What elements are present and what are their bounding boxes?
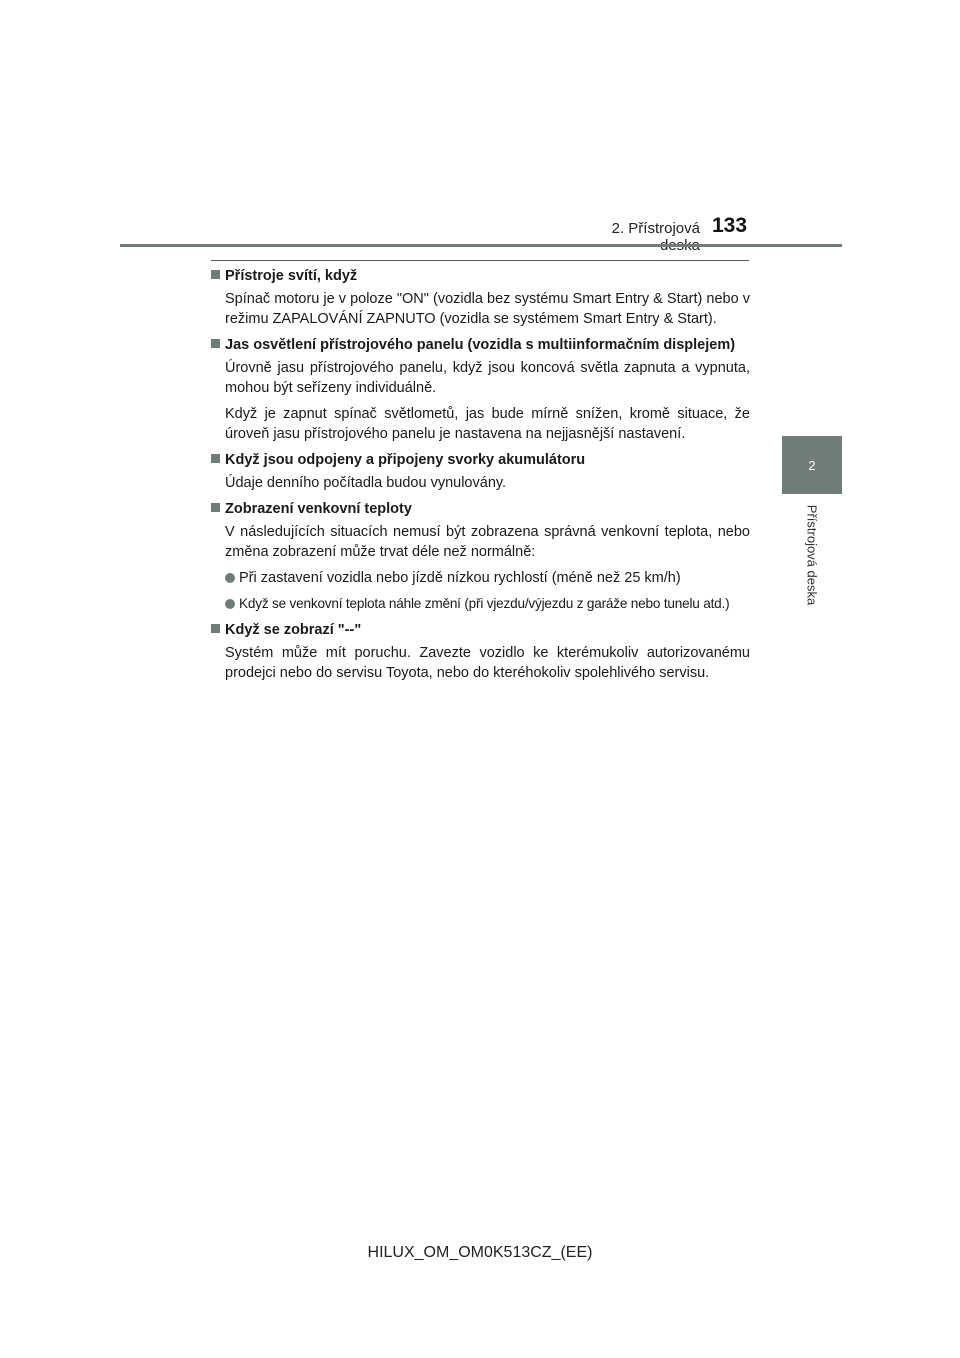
square-bullet-icon [211,270,220,279]
section-heading [211,335,750,355]
section-paragraph: Když je zapnut spínač světlometů, jas bude mírně snížen, kromě situace, že úroveň jasu přístrojového panelu je nastavena na nejjasnější nastavení. [225,406,750,442]
section-paragraph: V následujících situacích nemusí být zobrazena správná venkovní teplota, nebo změna zobrazení může trvat déle než normálně: [225,524,750,560]
section-heading [211,499,750,519]
square-bullet-icon [211,454,220,463]
list-item-text: Když se venkovní teplota náhle změní (při vjezdu/výjezdu z garáže nebo tunelu atd.) [239,596,730,611]
content-rule [211,260,749,261]
chapter-number: 2 [808,457,816,473]
section-dashes-displayed [211,620,750,683]
section-heading-text: Zobrazení venkovní teploty [225,501,412,517]
list-item [211,594,750,614]
list-item [211,568,750,588]
list-item-text: Při zastavení vozidla nebo jízdě nízkou rychlostí (méně než 25 km/h) [239,570,681,586]
square-bullet-icon [211,624,220,633]
section-paragraph: Systém může mít poruchu. Zavezte vozidlo ke kterémukoliv autorizovanému prodejci nebo do servisu Toyota, nebo do kteréhokoliv spolehlivého servisu. [225,645,750,681]
section-battery [211,450,750,493]
page-number: 133 [712,214,748,237]
section-heading-text: Když se zobrazí "--" [225,622,362,638]
section-paragraph: Spínač motoru je v poloze "ON" (vozidla bez systému Smart Entry & Start) nebo v režimu ZAPALOVÁNÍ ZAPNUTO (vozidla se systémem Smart Entry & Start). [225,291,750,327]
document-code: HILUX_OM_OM0K513CZ_(EE) [367,1244,593,1261]
section-heading-text: Když jsou odpojeny a připojeny svorky akumulátoru [225,452,586,468]
section-heading [211,450,750,470]
square-bullet-icon [211,503,220,512]
section-paragraph: Údaje denního počítadla budou vynulovány. [225,475,507,491]
chapter-tab [782,436,842,494]
section-paragraph: Úrovně jasu přístrojového panelu, když jsou koncová světla zapnuta a vypnuta, mohou být seřízeny individuálně. [225,360,750,396]
page-content [211,266,750,689]
circle-bullet-icon [225,573,235,583]
section-heading [211,620,750,640]
section-outside-temperature [211,499,750,614]
circle-bullet-icon [225,599,235,609]
chapter-label: Přístrojová deska [804,504,820,606]
header-rule [120,244,842,247]
square-bullet-icon [211,339,220,348]
section-heading [211,266,750,286]
header-title: 2. Přístrojová [611,220,700,237]
section-heading-text: Přístroje svítí, když [225,268,358,284]
section-heading-text: Jas osvětlení přístrojového panelu (vozidla s multiinformačním displejem) [225,337,736,353]
section-brightness [211,335,750,444]
section-instruments-on [211,266,750,329]
